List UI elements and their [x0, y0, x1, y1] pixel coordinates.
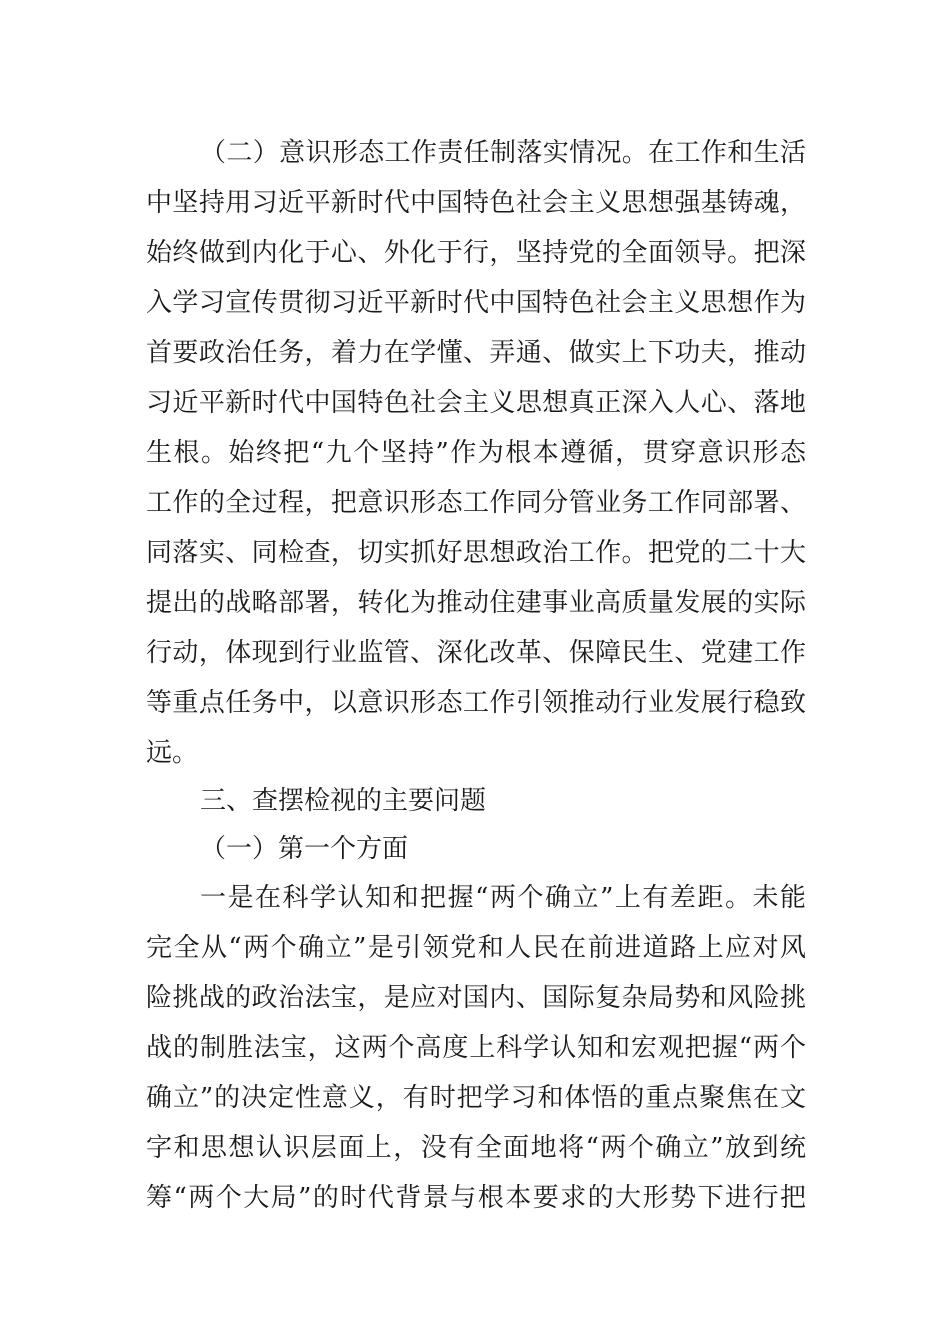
- paragraph-1-line-8: 工作的全过程，把意识形态工作同分管业务工作同部署、: [146, 488, 806, 518]
- paragraph-1-line-10: 提出的战略部署，转化为推动住建事业高质量发展的实际: [146, 588, 806, 618]
- paragraph-2-line-5: 确立”的决定性意义，有时把学习和体悟的重点聚焦在文: [146, 1083, 806, 1113]
- paragraph-1-line-5: 首要政治任务，着力在学懂、弄通、做实上下功夫，推动: [146, 338, 806, 368]
- section-heading: 三、查摆检视的主要问题: [200, 786, 487, 816]
- paragraph-2-line-3: 险挑战的政治法宝，是应对国内、国际复杂局势和风险挑: [146, 983, 806, 1013]
- paragraph-1-line-12: 等重点任务中，以意识形态工作引领推动行业发展行稳致: [146, 688, 806, 718]
- paragraph-2-line-2: 完全从“两个确立”是引领党和人民在前进道路上应对风: [146, 933, 806, 963]
- paragraph-2-line-1: 一是在科学认知和把握“两个确立”上有差距。未能: [200, 883, 806, 913]
- paragraph-1-line-9: 同落实、同检查，切实抓好思想政治工作。把党的二十大: [146, 538, 806, 568]
- paragraph-2-line-4: 战的制胜法宝，这两个高度上科学认知和宏观把握“两个: [146, 1033, 806, 1063]
- paragraph-1-line-4: 入学习宣传贯彻习近平新时代中国特色社会主义思想作为: [146, 288, 806, 318]
- paragraph-2-line-7: 筹“两个大局”的时代背景与根本要求的大形势下进行把: [146, 1183, 806, 1213]
- paragraph-1-line-6: 习近平新时代中国特色社会主义思想真正深入人心、落地: [146, 388, 806, 418]
- sub-heading: （一）第一个方面: [200, 834, 409, 864]
- paragraph-1-line-11: 行动，体现到行业监管、深化改革、保障民生、党建工作: [146, 638, 806, 668]
- paragraph-1-line-3: 始终做到内化于心、外化于行，坚持党的全面领导。把深: [146, 238, 806, 268]
- paragraph-2-line-6: 字和思想认识层面上，没有全面地将“两个确立”放到统: [146, 1133, 806, 1163]
- paragraph-1-line-13: 远。: [146, 738, 199, 768]
- paragraph-1-line-7: 生根。始终把“九个坚持”作为根本遵循，贯穿意识形态: [146, 438, 806, 468]
- paragraph-1-line-2: 中坚持用习近平新时代中国特色社会主义思想强基铸魂，: [146, 188, 806, 218]
- paragraph-1-line-1: （二）意识形态工作责任制落实情况。在工作和生活: [200, 138, 806, 168]
